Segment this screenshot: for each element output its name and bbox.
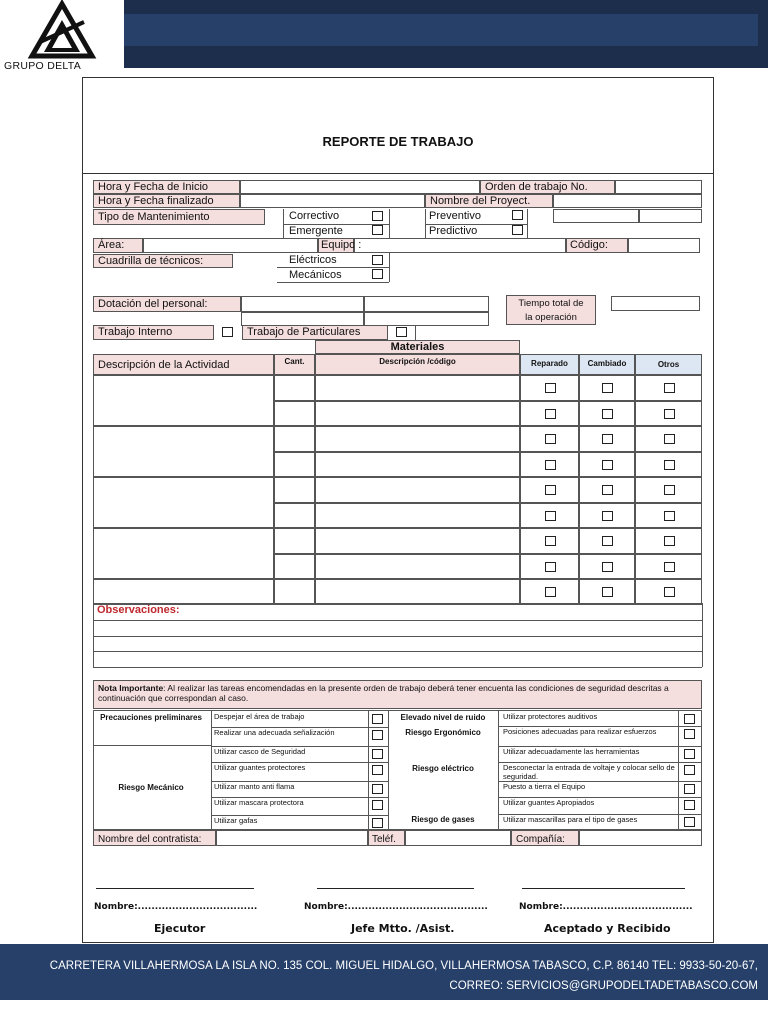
safety-right-item: Desconectar la entrada de voltaje y colocar sello de seguridad. bbox=[503, 763, 675, 781]
safety-left-checkbox[interactable] bbox=[372, 714, 383, 724]
equipo-label: Equipo : bbox=[318, 238, 354, 253]
activity-cell[interactable] bbox=[315, 426, 520, 452]
electricos-checkbox[interactable] bbox=[372, 255, 383, 265]
activity-cell[interactable] bbox=[315, 528, 520, 554]
riesgo-ergonomico-label: Riesgo Ergonómico bbox=[405, 728, 481, 737]
activity-cell[interactable] bbox=[315, 375, 520, 401]
activity-checkbox[interactable] bbox=[602, 409, 613, 419]
footer-email: CORREO: SERVICIOS@GRUPODELTADETABASCO.COM bbox=[449, 980, 758, 992]
safety-left-checkbox[interactable] bbox=[372, 765, 383, 775]
safety-left-item: Utilizar guantes protectores bbox=[214, 763, 306, 772]
tipo-extra-field-1[interactable] bbox=[553, 209, 639, 223]
activity-checkbox[interactable] bbox=[602, 562, 613, 572]
activity-checkbox[interactable] bbox=[664, 383, 675, 393]
activity-description-cell[interactable] bbox=[93, 477, 274, 528]
dotacion-field-1[interactable] bbox=[241, 296, 364, 312]
contratista-label: Nombre del contratista: bbox=[93, 830, 216, 846]
activity-cell[interactable] bbox=[315, 477, 520, 503]
safety-right-checkbox[interactable] bbox=[684, 714, 695, 724]
safety-right-checkbox[interactable] bbox=[684, 784, 695, 794]
descripcion-header: Descripción de la Actividad bbox=[93, 354, 274, 375]
emergente-checkbox[interactable] bbox=[372, 225, 383, 235]
company-name: GRUPO DELTA bbox=[4, 60, 82, 72]
tiempo-field[interactable] bbox=[611, 296, 700, 311]
safety-left-item: Despejar el área de trabajo bbox=[214, 712, 305, 721]
safety-left-checkbox[interactable] bbox=[372, 749, 383, 759]
activity-cell[interactable] bbox=[274, 477, 315, 503]
activity-checkbox[interactable] bbox=[545, 434, 556, 444]
dotacion-field-3[interactable] bbox=[241, 312, 364, 326]
delta-logo-icon bbox=[30, 2, 94, 60]
predictivo-label: Predictivo bbox=[429, 225, 478, 237]
telef-field[interactable] bbox=[405, 830, 511, 846]
role-ejecutor: Ejecutor bbox=[154, 922, 206, 935]
reparado-header: Reparado bbox=[520, 354, 579, 375]
safety-right-checkbox[interactable] bbox=[684, 749, 695, 759]
activity-cell[interactable] bbox=[315, 503, 520, 529]
tipo-mantenimiento-label: Tipo de Mantenimiento bbox=[93, 209, 265, 225]
document-title: REPORTE DE TRABAJO bbox=[322, 134, 474, 149]
activity-description-cell[interactable] bbox=[93, 579, 274, 605]
footer-address: CARRETERA VILLAHERMOSA LA ISLA NO. 135 COL. MIGUEL HIDALGO, VILLAHERMOSA TABASCO, C.P. 86140 TEL: 9933-50-20-67, bbox=[49, 960, 758, 972]
activity-checkbox[interactable] bbox=[664, 485, 675, 495]
safety-left-item: Utilizar mascara protectora bbox=[214, 798, 304, 807]
cuadrilla-label: Cuadrilla de técnicos: bbox=[93, 254, 233, 268]
activity-checkbox[interactable] bbox=[664, 434, 675, 444]
activity-checkbox[interactable] bbox=[545, 383, 556, 393]
activity-cell[interactable] bbox=[274, 401, 315, 427]
safety-right-checkbox[interactable] bbox=[684, 765, 695, 775]
codigo-label: Código: bbox=[566, 238, 628, 253]
activity-checkbox[interactable] bbox=[664, 460, 675, 470]
company-logo bbox=[0, 0, 124, 72]
title-box bbox=[82, 77, 714, 174]
equipo-field[interactable] bbox=[354, 238, 566, 253]
observaciones-label: Observaciones: bbox=[97, 604, 180, 616]
nota-bold: Nota Importante bbox=[98, 683, 164, 693]
predictivo-checkbox[interactable] bbox=[512, 225, 523, 235]
header-band bbox=[124, 14, 758, 46]
activity-cell[interactable] bbox=[274, 528, 315, 554]
telef-label: Teléf. bbox=[368, 830, 405, 846]
nota-text: : Al realizar las tareas encomendadas en la presente orden de trabajo deberá tener encuenta las condiciones de seguridad descritas a continuación que correspondan al caso. bbox=[98, 683, 669, 703]
trabajo-interno-label: Trabajo Interno bbox=[93, 325, 214, 340]
tipo-extra-field-2[interactable] bbox=[639, 209, 702, 223]
role-jefe: Jefe Mtto. /Asist. bbox=[351, 922, 455, 935]
cambiado-header: Cambiado bbox=[579, 354, 635, 375]
activity-checkbox[interactable] bbox=[602, 511, 613, 521]
area-label: Área: bbox=[93, 238, 143, 253]
materiales-header: Materiales bbox=[315, 340, 520, 354]
activity-checkbox[interactable] bbox=[545, 485, 556, 495]
activity-cell[interactable] bbox=[315, 579, 520, 605]
activity-cell[interactable] bbox=[315, 554, 520, 580]
activity-description-cell[interactable] bbox=[93, 375, 274, 426]
electricos-label: Eléctricos bbox=[289, 254, 337, 266]
mecanicos-label: Mecánicos bbox=[289, 269, 342, 281]
preventivo-checkbox[interactable] bbox=[512, 210, 523, 220]
safety-right-item: Utilizar adecuadamente las herramientas bbox=[503, 747, 640, 756]
proyecto-field[interactable] bbox=[553, 194, 702, 208]
activity-cell[interactable] bbox=[274, 426, 315, 452]
tiempo-label-2: la operación bbox=[525, 312, 577, 323]
activity-cell[interactable] bbox=[274, 452, 315, 478]
cant-header: Cant. bbox=[274, 354, 315, 375]
activity-checkbox[interactable] bbox=[664, 409, 675, 419]
activity-checkbox[interactable] bbox=[664, 536, 675, 546]
contratista-field[interactable] bbox=[216, 830, 368, 846]
activity-checkbox[interactable] bbox=[602, 536, 613, 546]
dotacion-field-2[interactable] bbox=[364, 296, 489, 312]
elevado-ruido-label: Elevado nivel de ruido bbox=[400, 713, 486, 722]
correctivo-checkbox[interactable] bbox=[372, 211, 383, 221]
safety-right-item: Puesto a tierra el Equipo bbox=[503, 782, 586, 791]
hora-fin-label: Hora y Fecha finalizado bbox=[93, 194, 240, 208]
compania-field[interactable] bbox=[579, 830, 702, 846]
activity-checkbox[interactable] bbox=[602, 587, 613, 597]
safety-right-checkbox[interactable] bbox=[684, 817, 695, 827]
activity-checkbox[interactable] bbox=[545, 409, 556, 419]
safety-left-checkbox[interactable] bbox=[372, 784, 383, 794]
activity-checkbox[interactable] bbox=[664, 587, 675, 597]
codigo-field[interactable] bbox=[628, 238, 700, 253]
activity-checkbox[interactable] bbox=[545, 587, 556, 597]
safety-left-item: Utilizar casco de Seguridad bbox=[214, 747, 306, 756]
safety-left-checkbox[interactable] bbox=[372, 818, 383, 828]
safety-right-item: Utilizar protectores auditivos bbox=[503, 712, 598, 721]
activity-cell[interactable] bbox=[274, 554, 315, 580]
hora-fin-field[interactable] bbox=[240, 194, 425, 208]
dotacion-label: Dotación del personal: bbox=[93, 296, 241, 312]
activity-checkbox[interactable] bbox=[545, 460, 556, 470]
safety-right-item: Posiciones adecuadas para realizar esfuerzos bbox=[503, 727, 657, 736]
correctivo-label: Correctivo bbox=[289, 210, 340, 222]
orden-field[interactable] bbox=[615, 180, 702, 194]
emergente-label: Emergente bbox=[289, 225, 343, 237]
otros-header: Otros bbox=[635, 354, 702, 375]
footer-bar bbox=[0, 944, 768, 1000]
desc-codigo-header: Descripción /código bbox=[315, 354, 520, 375]
dotacion-field-4[interactable] bbox=[364, 312, 489, 326]
trabajo-particulares-checkbox[interactable] bbox=[396, 327, 407, 337]
safety-left-item: Realizar una adecuada señalización bbox=[214, 728, 335, 737]
riesgo-gases-label: Riesgo de gases bbox=[411, 815, 475, 824]
nota-importante bbox=[93, 680, 702, 709]
activity-description-cell[interactable] bbox=[93, 528, 274, 579]
activity-checkbox[interactable] bbox=[602, 485, 613, 495]
safety-left-checkbox[interactable] bbox=[372, 730, 383, 740]
activity-cell[interactable] bbox=[315, 401, 520, 427]
activity-checkbox[interactable] bbox=[545, 536, 556, 546]
preventivo-label: Preventivo bbox=[429, 210, 481, 222]
tiempo-total-box bbox=[506, 295, 596, 325]
riesgo-mecanico-label: Riesgo Mecánico bbox=[118, 783, 184, 792]
orden-label: Orden de trabajo No. bbox=[480, 180, 615, 194]
hora-inicio-label: Hora y Fecha de Inicio bbox=[93, 180, 240, 194]
activity-cell[interactable] bbox=[315, 452, 520, 478]
safety-right-checkbox[interactable] bbox=[684, 800, 695, 810]
riesgo-electrico-label: Riesgo eléctrico bbox=[412, 764, 474, 773]
activity-cell[interactable] bbox=[274, 375, 315, 401]
nombre-aceptado: Nombre:...................................... bbox=[519, 902, 693, 912]
nombre-jefe: Nombre:......................................... bbox=[304, 902, 488, 912]
activity-checkbox[interactable] bbox=[602, 460, 613, 470]
safety-right-item: Utilizar guantes Apropiados bbox=[503, 798, 595, 807]
activity-cell[interactable] bbox=[274, 579, 315, 605]
nombre-ejecutor: Nombre:................................... bbox=[94, 902, 258, 912]
tiempo-label-1: Tiempo total de bbox=[518, 298, 584, 309]
mecanicos-checkbox[interactable] bbox=[372, 269, 383, 279]
safety-right-checkbox[interactable] bbox=[684, 729, 695, 739]
safety-left-checkbox[interactable] bbox=[372, 800, 383, 810]
proyecto-label: Nombre del Proyect. bbox=[425, 194, 553, 208]
role-aceptado: Aceptado y Recibido bbox=[544, 922, 671, 935]
activity-checkbox[interactable] bbox=[664, 511, 675, 521]
activity-cell[interactable] bbox=[274, 503, 315, 529]
area-field[interactable] bbox=[143, 238, 318, 253]
activity-checkbox[interactable] bbox=[602, 383, 613, 393]
safety-left-item: Utilizar gafas bbox=[214, 816, 258, 825]
hora-inicio-field[interactable] bbox=[240, 180, 480, 194]
precauciones-label: Precauciones preliminares bbox=[100, 713, 202, 722]
activity-description-cell[interactable] bbox=[93, 426, 274, 477]
activity-checkbox[interactable] bbox=[545, 562, 556, 572]
activity-checkbox[interactable] bbox=[664, 562, 675, 572]
safety-right-item: Utilizar mascarillas para el tipo de gases bbox=[503, 815, 638, 824]
safety-left-item: Utilizar manto anti flama bbox=[214, 782, 295, 791]
trabajo-particulares-label: Trabajo de Particulares bbox=[242, 325, 388, 340]
activity-checkbox[interactable] bbox=[545, 511, 556, 521]
trabajo-interno-checkbox[interactable] bbox=[222, 327, 233, 337]
compania-label: Compañía: bbox=[511, 830, 579, 846]
activity-checkbox[interactable] bbox=[602, 434, 613, 444]
